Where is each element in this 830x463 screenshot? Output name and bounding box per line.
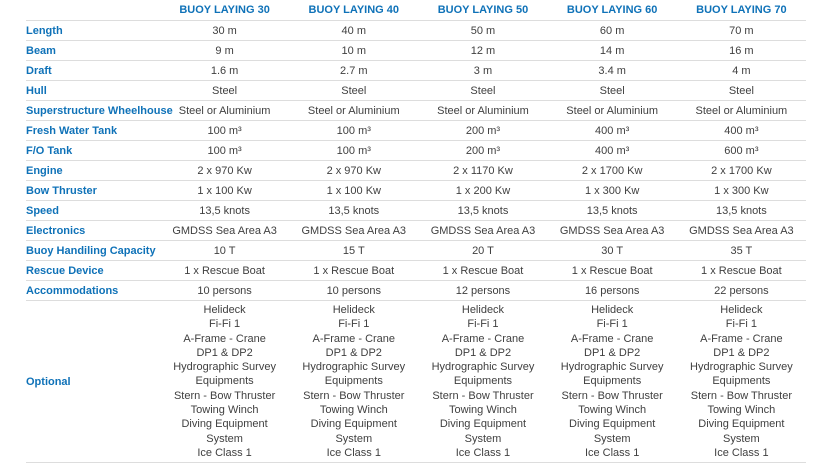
value-cell: 12 m — [418, 41, 547, 61]
optional-item: Hydrographic Survey Equipments — [302, 361, 406, 388]
value-cell: 2.7 m — [289, 61, 418, 81]
value-cell — [289, 301, 418, 463]
optional-item: Fi-Fi 1 — [209, 318, 241, 331]
optional-item: Ice Class 1 — [326, 446, 381, 459]
row-label: Hull — [26, 81, 160, 101]
value-cell: 70 m — [677, 21, 806, 41]
value-cell: 1 x 200 Kw — [418, 181, 547, 201]
optional-item: A-Frame - Crane — [570, 332, 654, 345]
value-cell: 60 m — [548, 21, 677, 41]
value-cell: 20 T — [418, 241, 547, 261]
value-cell: 10 persons — [289, 281, 418, 301]
value-cell: 200 m³ — [418, 141, 547, 161]
table-row — [26, 241, 806, 261]
value-cell: 22 persons — [677, 281, 806, 301]
optional-item: DP1 & DP2 — [325, 346, 382, 359]
value-cell — [160, 301, 289, 463]
value-cell: GMDSS Sea Area A3 — [289, 221, 418, 241]
table-body — [26, 21, 806, 463]
table-row — [26, 221, 806, 241]
value-cell: 12 persons — [418, 281, 547, 301]
optional-item: DP1 & DP2 — [584, 346, 641, 359]
row-label: Bow Thruster — [26, 181, 160, 201]
table-row — [26, 121, 806, 141]
value-cell: GMDSS Sea Area A3 — [548, 221, 677, 241]
value-cell — [418, 301, 547, 463]
value-cell: 1 x Rescue Boat — [418, 261, 547, 281]
table-row — [26, 201, 806, 221]
value-cell: Steel — [289, 81, 418, 101]
value-cell: Steel — [677, 81, 806, 101]
optional-item: Diving Equipment System — [310, 418, 397, 445]
value-cell: 1 x 100 Kw — [289, 181, 418, 201]
value-cell: 14 m — [548, 41, 677, 61]
optional-item: Helideck — [591, 304, 634, 316]
optional-item: Hydrographic Survey Equipments — [560, 361, 664, 388]
optional-item: Ice Class 1 — [584, 446, 640, 459]
optional-item: Diving Equipment System — [698, 418, 785, 445]
optional-item: A-Frame - Crane — [700, 332, 783, 345]
value-cell: 13,5 knots — [677, 201, 806, 221]
optional-item: Towing Winch — [319, 404, 388, 417]
optional-item: Ice Class 1 — [455, 446, 511, 459]
row-label: Rescue Device — [26, 261, 160, 281]
optional-item: Towing Winch — [707, 404, 776, 417]
value-cell: 400 m³ — [548, 141, 677, 161]
optional-item: Stern - Bow Thruster — [173, 389, 276, 402]
table-row — [26, 101, 806, 121]
optional-item: Helideck — [720, 304, 763, 316]
value-cell: 1 x Rescue Boat — [289, 261, 418, 281]
table-row — [26, 81, 806, 101]
optional-item: Hydrographic Survey Equipments — [690, 361, 793, 388]
optional-item: Towing Winch — [449, 404, 517, 417]
optional-item: Towing Winch — [190, 404, 259, 417]
value-cell: 13,5 knots — [548, 201, 677, 221]
value-cell: GMDSS Sea Area A3 — [677, 221, 806, 241]
optional-item: Helideck — [332, 304, 375, 316]
value-cell — [677, 301, 806, 463]
table-row — [26, 281, 806, 301]
value-cell: 100 m³ — [289, 141, 418, 161]
optional-item: Diving Equipment System — [181, 418, 268, 445]
value-cell: 2 x 970 Kw — [160, 161, 289, 181]
row-label: Fresh Water Tank — [26, 121, 160, 141]
value-cell: 2 x 1700 Kw — [548, 161, 677, 181]
table-row — [26, 181, 806, 201]
optional-item: DP1 & DP2 — [713, 346, 770, 359]
row-label: F/O Tank — [26, 141, 160, 161]
table-row — [26, 141, 806, 161]
optional-item: Stern - Bow Thruster — [303, 389, 405, 402]
value-cell: 100 m³ — [160, 121, 289, 141]
value-cell: 100 m³ — [160, 141, 289, 161]
value-cell: 10 persons — [160, 281, 289, 301]
value-cell: 3.4 m — [548, 61, 677, 81]
value-cell: 1 x 300 Kw — [677, 181, 806, 201]
row-label: Engine — [26, 161, 160, 181]
value-cell: 1 x 100 Kw — [160, 181, 289, 201]
optional-item: A-Frame - Crane — [312, 332, 396, 345]
value-cell: 4 m — [677, 61, 806, 81]
value-cell: 13,5 knots — [418, 201, 547, 221]
optional-item: A-Frame - Crane — [183, 332, 266, 345]
optional-item: A-Frame - Crane — [441, 332, 525, 345]
optional-item: Helideck — [203, 304, 246, 316]
value-cell: 10 m — [289, 41, 418, 61]
row-label: Buoy Handiling Capacity — [26, 241, 160, 261]
table-row — [26, 41, 806, 61]
row-label: Electronics — [26, 221, 160, 241]
column-header: BUOY LAYING 70 — [696, 4, 787, 16]
value-cell — [548, 301, 677, 463]
table-row — [26, 61, 806, 81]
value-cell: 13,5 knots — [160, 201, 289, 221]
optional-item: Helideck — [461, 304, 505, 316]
table-row — [26, 161, 806, 181]
value-cell: 1 x Rescue Boat — [548, 261, 677, 281]
value-cell: 200 m³ — [418, 121, 547, 141]
optional-item: Towing Winch — [578, 404, 647, 417]
table-row — [26, 301, 806, 463]
value-cell: 40 m — [289, 21, 418, 41]
value-cell: 9 m — [160, 41, 289, 61]
value-cell: 1 x Rescue Boat — [677, 261, 806, 281]
value-cell: Steel or Aluminium — [289, 101, 418, 121]
value-cell: Steel — [548, 81, 677, 101]
optional-item: Diving Equipment System — [439, 418, 527, 445]
column-header: BUOY LAYING 40 — [308, 4, 400, 16]
column-header: BUOY LAYING 60 — [566, 4, 658, 16]
value-cell: Steel — [160, 81, 289, 101]
value-cell: 2 x 1700 Kw — [677, 161, 806, 181]
column-header: BUOY LAYING 30 — [179, 4, 270, 16]
value-cell: 400 m³ — [677, 121, 806, 141]
table-row — [26, 21, 806, 41]
optional-item: DP1 & DP2 — [454, 346, 512, 359]
optional-item: DP1 & DP2 — [196, 346, 253, 359]
value-cell: 600 m³ — [677, 141, 806, 161]
vessel-spec-table — [26, 0, 806, 463]
optional-item: Diving Equipment System — [569, 418, 656, 445]
value-cell: 400 m³ — [548, 121, 677, 141]
optional-item: Stern - Bow Thruster — [690, 389, 793, 402]
value-cell: 13,5 knots — [289, 201, 418, 221]
row-label: Superstructure Wheelhouse — [26, 101, 160, 121]
value-cell: GMDSS Sea Area A3 — [160, 221, 289, 241]
optional-item: Hydrographic Survey Equipments — [431, 361, 535, 388]
row-label: Beam — [26, 41, 160, 61]
value-cell: 2 x 970 Kw — [289, 161, 418, 181]
optional-item: Stern - Bow Thruster — [432, 389, 534, 402]
value-cell: 16 m — [677, 41, 806, 61]
value-cell: 15 T — [289, 241, 418, 261]
value-cell: Steel or Aluminium — [677, 101, 806, 121]
value-cell: 1 x Rescue Boat — [160, 261, 289, 281]
value-cell: 3 m — [418, 61, 547, 81]
optional-item: Ice Class 1 — [714, 446, 769, 459]
optional-item: Hydrographic Survey Equipments — [173, 361, 276, 388]
value-cell: 10 T — [160, 241, 289, 261]
value-cell: Steel or Aluminium — [418, 101, 547, 121]
value-cell: 35 T — [677, 241, 806, 261]
optional-item: Ice Class 1 — [197, 446, 252, 459]
optional-item: Stern - Bow Thruster — [561, 389, 663, 402]
value-cell: 16 persons — [548, 281, 677, 301]
header-row — [26, 0, 806, 21]
value-cell: 100 m³ — [289, 121, 418, 141]
value-cell: Steel or Aluminium — [548, 101, 677, 121]
value-cell: 2 x 1170 Kw — [418, 161, 547, 181]
value-cell: 1.6 m — [160, 61, 289, 81]
row-label: Accommodations — [26, 281, 160, 301]
value-cell: Steel — [418, 81, 547, 101]
optional-item: Fi-Fi 1 — [725, 318, 757, 331]
value-cell: Steel or Aluminium — [160, 101, 289, 121]
row-label: Optional — [26, 301, 160, 463]
row-label: Draft — [26, 61, 160, 81]
optional-item: Fi-Fi 1 — [338, 318, 370, 331]
row-label: Length — [26, 21, 160, 41]
table-header — [26, 0, 806, 21]
column-header: BUOY LAYING 50 — [437, 4, 529, 16]
optional-item: Fi-Fi 1 — [596, 318, 628, 331]
value-cell: 1 x 300 Kw — [548, 181, 677, 201]
table-row — [26, 261, 806, 281]
corner-cell — [26, 0, 160, 21]
value-cell: 30 m — [160, 21, 289, 41]
row-label: Speed — [26, 201, 160, 221]
value-cell: 30 T — [548, 241, 677, 261]
value-cell: GMDSS Sea Area A3 — [418, 221, 547, 241]
value-cell: 50 m — [418, 21, 547, 41]
optional-item: Fi-Fi 1 — [467, 318, 499, 331]
